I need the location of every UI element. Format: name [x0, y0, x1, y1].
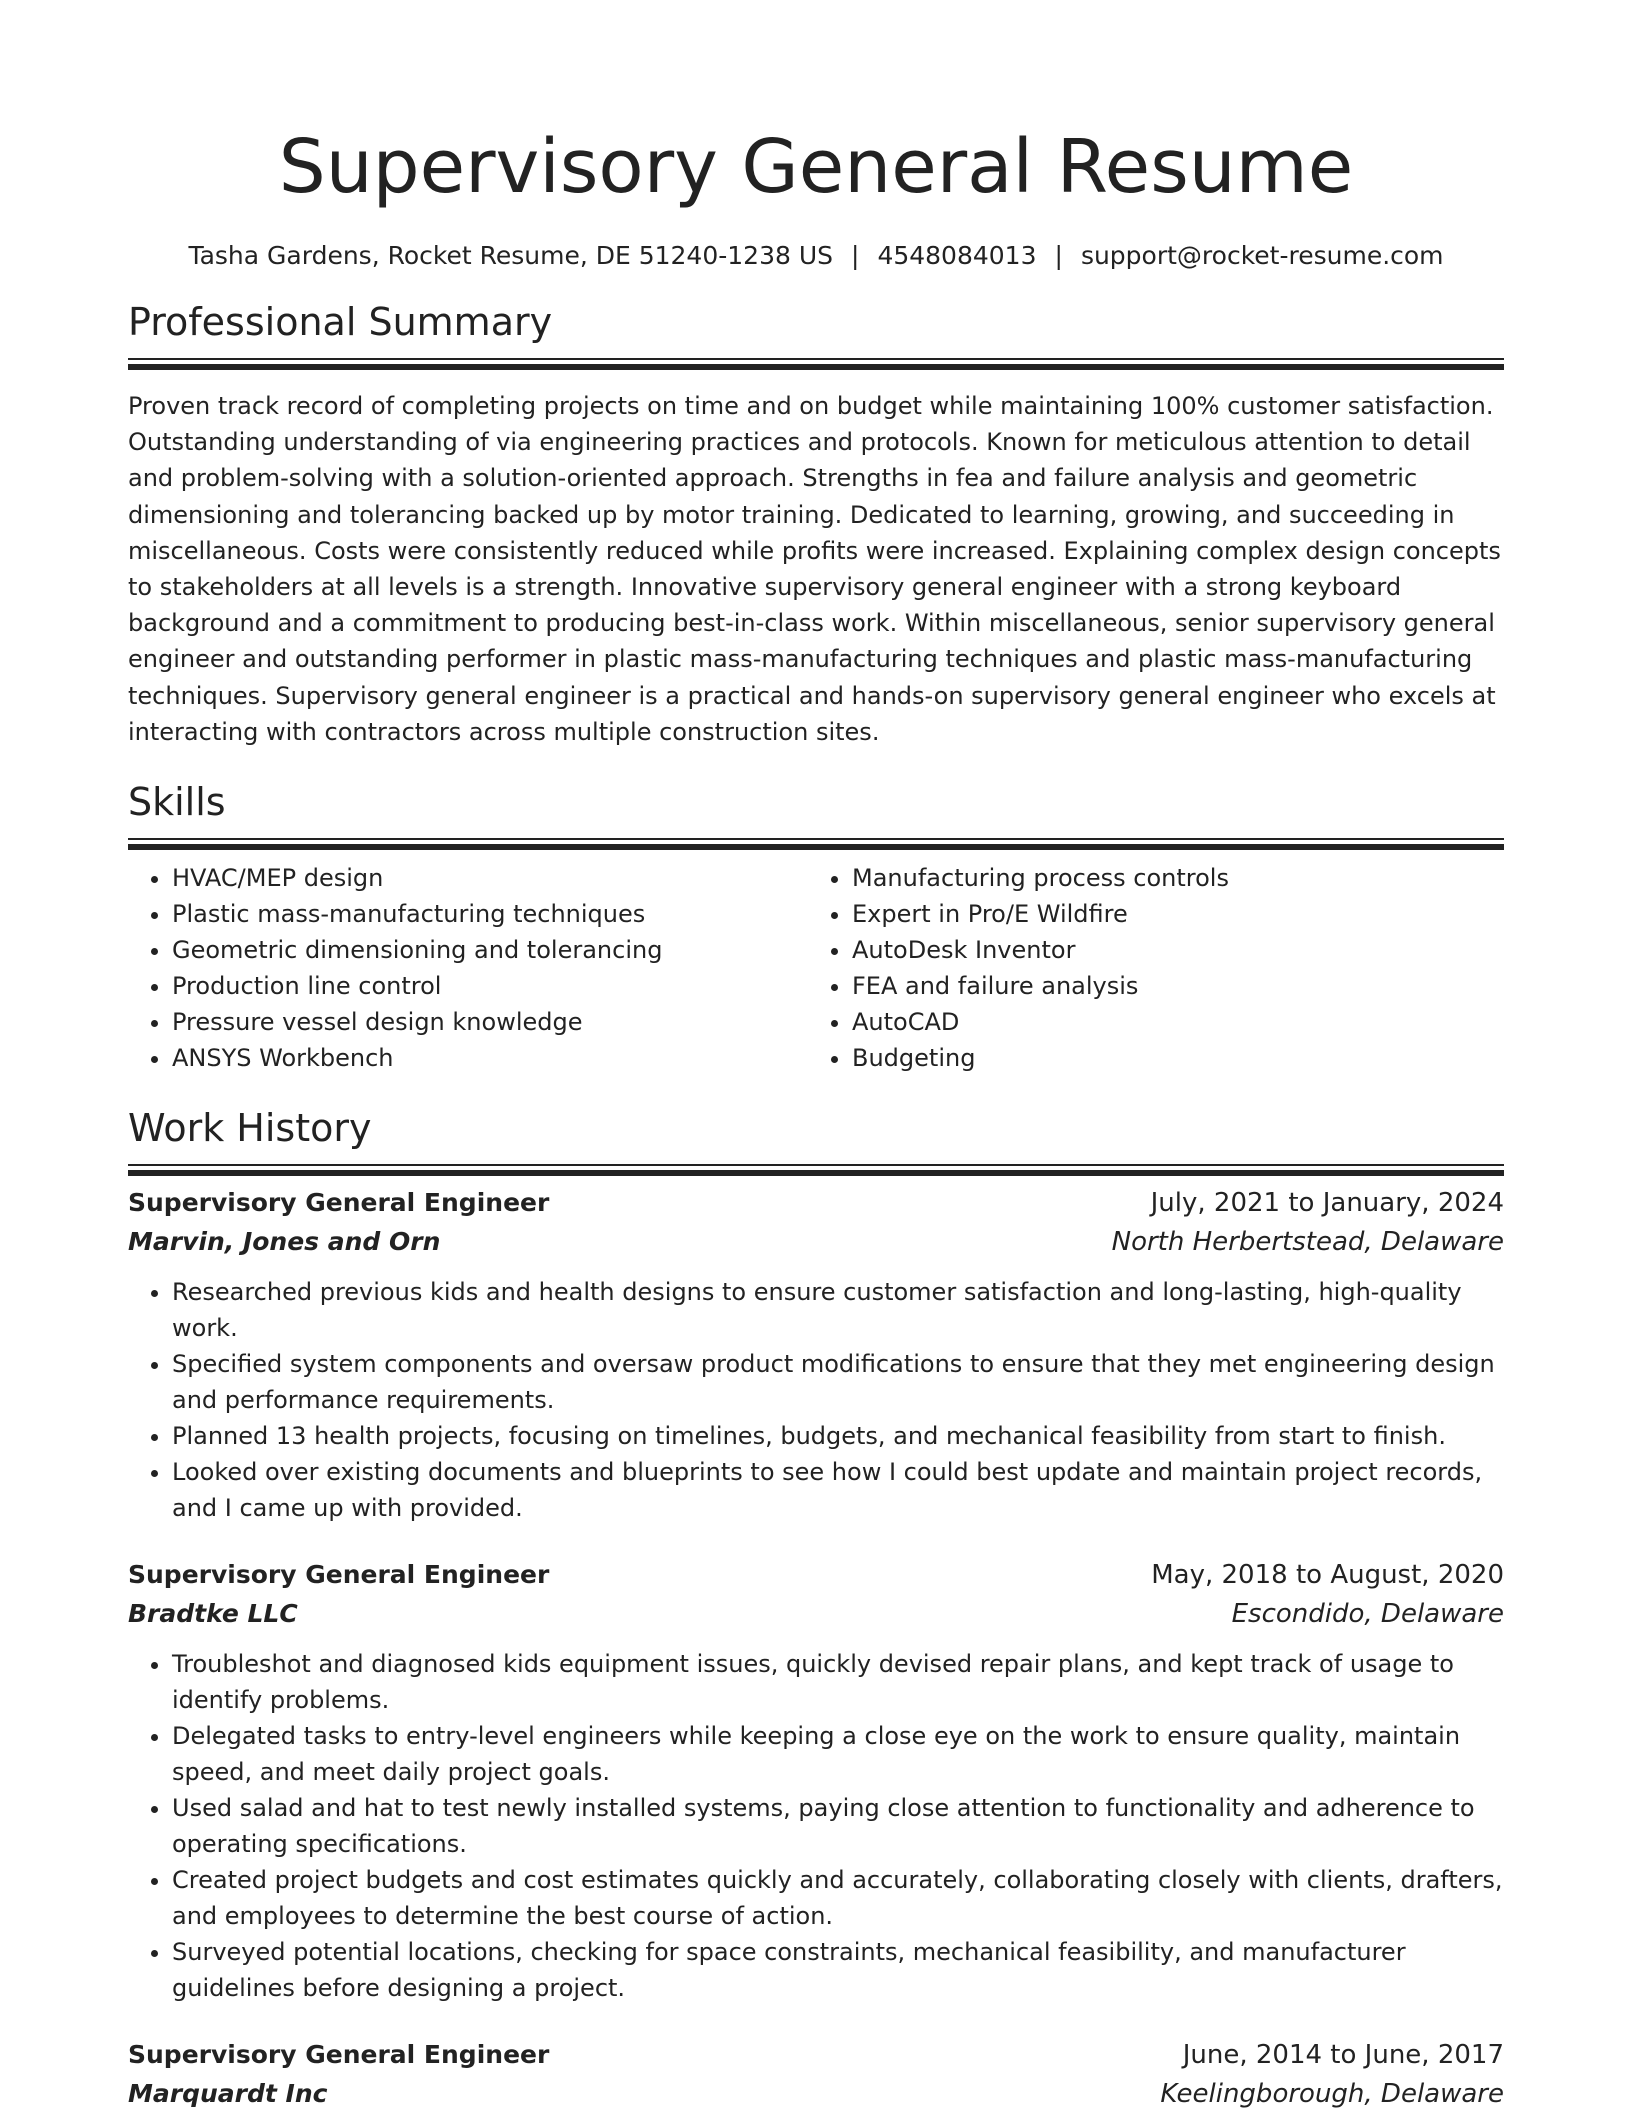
skill-item: • FEA and failure analysis	[852, 968, 1488, 1004]
skills-heading: Skills	[128, 780, 226, 825]
skill-item: • AutoCAD	[852, 1004, 1488, 1040]
work-section	[128, 1104, 1504, 2114]
work-heading: Work History	[128, 1106, 372, 1151]
contact-address: Tasha Gardens, Rocket Resume, DE 51240-1238 US	[188, 241, 833, 270]
job-duties	[128, 1274, 1504, 1526]
job-dates: July, 2021 to January, 2024	[1150, 1188, 1504, 1219]
job-header	[128, 1184, 1504, 1222]
contact-line	[128, 238, 1504, 274]
skill-item: • Manufacturing process controls	[852, 860, 1488, 896]
job-duties	[128, 1646, 1504, 2006]
contact-separator: |	[851, 241, 860, 270]
job-entry	[128, 1556, 1504, 2006]
job-duty: • Planned 13 health projects, focusing on timelines, budgets, and mechanical feasibility from start to finish.	[172, 1418, 1504, 1454]
section-divider	[128, 358, 1504, 360]
skills-column-right	[808, 860, 1488, 1076]
skill-item: • Expert in Pro/E Wildfire	[852, 896, 1488, 932]
skill-item: • Budgeting	[852, 1040, 1488, 1076]
skill-item: • Production line control	[172, 968, 808, 1004]
skills-section	[128, 778, 1504, 1076]
resume-page	[128, 0, 1504, 2114]
summary-text: Proven track record of completing projects on time and on budget while maintaining 100% customer satisfaction. Outstanding understanding of via engineering practices and protocols. Known for meticulous attention to detail and problem-solving with a solution-oriented approach. Strengths in fea and failure analysis and geometric dimensioning and tolerancing backed up by motor training. Dedicated to learning, growing, and succeeding in miscellaneous. Costs were consistently reduced while profits were increased. Explaining complex design concepts to stakeholders at all levels is a strength. Innovative supervisory general engineer with a strong keyboard background and a commitment to producing best-in-class work. Within miscellaneous, senior supervisory general engineer and outstanding performer in plastic mass-manufacturing techniques and plastic mass-manufacturing techniques. Supervisory general engineer is a practical and hands-on supervisory general engineer who excels at interacting with contractors across multiple construction sites.	[128, 392, 1501, 746]
job-header	[128, 1556, 1504, 1594]
job-subheader	[128, 1594, 1504, 1634]
job-duty: • Looked over existing documents and blueprints to see how I could best update and maintain project records, and I came up with provided.	[172, 1454, 1504, 1526]
job-location: Escondido, Delaware	[1231, 1599, 1504, 1630]
job-title: Supervisory General Engineer	[128, 2040, 550, 2070]
skills-list	[128, 860, 1504, 1076]
job-subheader	[128, 2074, 1504, 2114]
summary-section	[128, 298, 1504, 750]
job-duty: • Researched previous kids and health designs to ensure customer satisfaction and long-lasting, high-quality work.	[172, 1274, 1504, 1346]
job-location: North Herbertstead, Delaware	[1111, 1227, 1504, 1258]
job-title: Supervisory General Engineer	[128, 1560, 550, 1590]
skills-column-left	[128, 860, 808, 1076]
summary-heading: Professional Summary	[128, 300, 553, 344]
job-duty: • Troubleshot and diagnosed kids equipment issues, quickly devised repair plans, and kept track of usage to identify problems.	[172, 1646, 1504, 1718]
skill-item: • Plastic mass-manufacturing techniques	[172, 896, 808, 932]
skill-item: • HVAC/MEP design	[172, 860, 808, 896]
job-dates: June, 2014 to June, 2017	[1182, 2040, 1504, 2071]
section-divider	[128, 1164, 1504, 1166]
job-title: Supervisory General Engineer	[128, 1188, 550, 1218]
skill-item: • ANSYS Workbench	[172, 1040, 808, 1076]
job-entry	[128, 2036, 1504, 2114]
job-subheader	[128, 1222, 1504, 1262]
job-duty: • Created project budgets and cost estimates quickly and accurately, collaborating closely with clients, drafters, and employees to determine the best course of action.	[172, 1862, 1504, 1934]
job-duty: • Specified system components and oversaw product modifications to ensure that they met engineering design and performance requirements.	[172, 1346, 1504, 1418]
job-dates: May, 2018 to August, 2020	[1151, 1560, 1504, 1591]
job-company: Marquardt Inc	[128, 2079, 328, 2109]
contact-phone: 4548084013	[877, 241, 1037, 270]
contact-email: support@rocket-resume.com	[1080, 241, 1444, 270]
job-duty: • Surveyed potential locations, checking for space constraints, mechanical feasibility, and manufacturer guidelines before designing a project.	[172, 1934, 1504, 2006]
skill-item: • Geometric dimensioning and tolerancing	[172, 932, 808, 968]
job-company: Marvin, Jones and Orn	[128, 1227, 441, 1257]
contact-separator: |	[1054, 241, 1063, 270]
section-divider	[128, 838, 1504, 840]
resume-title: Supervisory General Resume	[278, 124, 1354, 210]
job-duty: • Used salad and hat to test newly installed systems, paying close attention to functionality and adherence to operating specifications.	[172, 1790, 1504, 1862]
job-duty: • Delegated tasks to entry-level engineers while keeping a close eye on the work to ensure quality, maintain speed, and meet daily project goals.	[172, 1718, 1504, 1790]
job-location: Keelingborough, Delaware	[1160, 2079, 1504, 2110]
skill-item: • Pressure vessel design knowledge	[172, 1004, 808, 1040]
job-company: Bradtke LLC	[128, 1599, 298, 1629]
job-entry	[128, 1184, 1504, 1526]
skill-item: • AutoDesk Inventor	[852, 932, 1488, 968]
job-header	[128, 2036, 1504, 2074]
